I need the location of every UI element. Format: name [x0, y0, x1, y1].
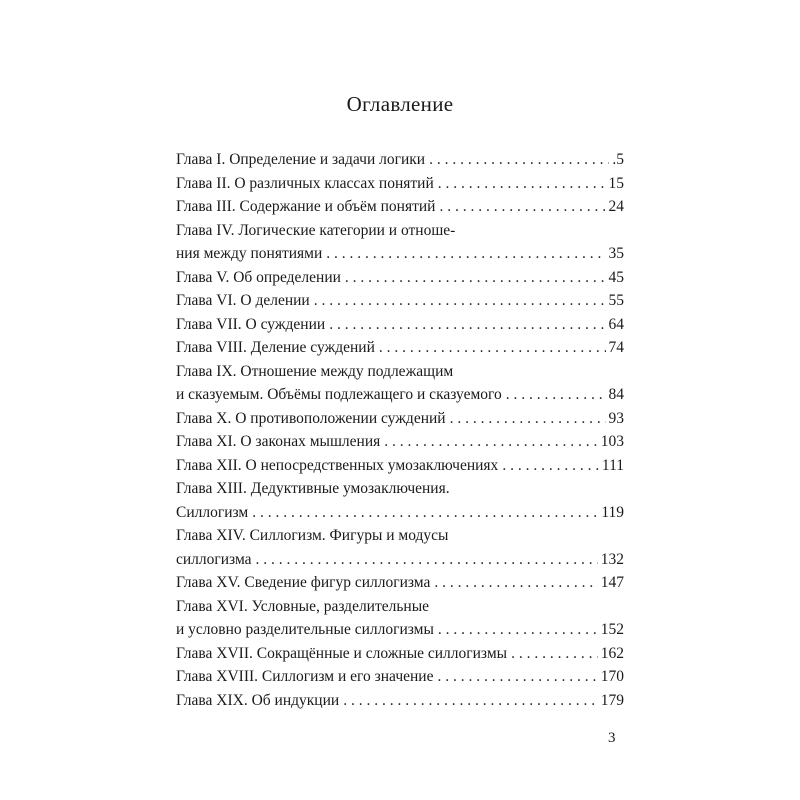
toc-line [176, 383, 624, 407]
toc-entry [176, 595, 624, 642]
toc-entry-title: Глава VII. О суждении [176, 315, 326, 333]
dot-leader [339, 689, 598, 713]
toc-entry-title: Глава X. О противоположении суждений [176, 409, 446, 427]
toc-page-number: 179 [600, 691, 624, 709]
toc-entry-title: и сказуемым. Объёмы подлежащего и сказуемого [176, 386, 502, 403]
toc-line [176, 407, 624, 431]
toc-entry-title: Глава XII. О непосредственных умозаключениях [176, 456, 499, 474]
toc-entry-title: Глава XIX. Об индукции [176, 691, 340, 709]
toc-line [176, 360, 624, 384]
toc-entry [176, 407, 624, 431]
toc-entry [176, 219, 624, 266]
toc-line [176, 689, 624, 713]
dot-leader [310, 289, 606, 313]
dot-leader [446, 407, 606, 431]
toc-entry-title: Глава XV. Сведение фигур силлогизма [176, 574, 431, 591]
toc-entry [176, 665, 624, 689]
toc-page-number: 132 [600, 550, 624, 568]
toc-entry [176, 289, 624, 313]
toc-line [176, 501, 624, 525]
toc-line [176, 172, 624, 196]
toc-page-number: 45 [608, 268, 624, 286]
toc-entry-title: силлогизма [176, 550, 252, 568]
toc-line [176, 571, 624, 595]
toc-page-number: 170 [600, 668, 624, 685]
toc-entry-title: Глава VIII. Деление суждений [176, 339, 375, 356]
toc-page-number: 74 [608, 339, 624, 356]
toc-page-number: .5 [612, 151, 624, 168]
dot-leader [435, 195, 605, 219]
toc-line [176, 524, 624, 548]
toc-page-number: 147 [600, 574, 624, 591]
toc-entry-title: Глава IV. Логические категории и отноше- [176, 221, 456, 239]
toc-entry [176, 266, 624, 290]
toc-page-number: 35 [608, 245, 624, 262]
toc-entry-title: Силлогизм [176, 503, 249, 521]
toc-entry [176, 454, 624, 478]
toc-entry [176, 313, 624, 337]
toc-page-number: 24 [608, 198, 624, 215]
toc-line [176, 642, 624, 666]
toc-entry-title: Глава XVI. Условные, разделительные [176, 597, 430, 615]
toc-entry-title: и условно разделительные силлогизмы [176, 621, 434, 638]
toc-page-number: 15 [608, 174, 624, 192]
table-of-contents [176, 148, 624, 712]
dot-leader [252, 548, 598, 572]
toc-entry-title: Глава XI. О законах мышления [176, 433, 381, 450]
toc-entry [176, 524, 624, 571]
toc-line [176, 336, 624, 360]
toc-entry [176, 430, 624, 454]
toc-entry-title: Глава VI. О делении [176, 292, 310, 309]
toc-entry-title: ния между понятиями [176, 245, 323, 262]
dot-leader [248, 501, 598, 525]
toc-entry-title: Глава V. Об определении [176, 268, 341, 286]
page-title: Оглавление [346, 92, 454, 116]
dot-leader [341, 266, 606, 290]
toc-entry [176, 195, 624, 219]
dot-leader [434, 618, 598, 642]
dot-leader [380, 430, 598, 454]
dot-leader [430, 571, 597, 595]
toc-line [176, 242, 624, 266]
toc-page-number: 152 [600, 621, 624, 638]
toc-page-number: 55 [608, 292, 624, 309]
toc-line [176, 313, 624, 337]
dot-leader [433, 665, 597, 689]
dot-leader [434, 172, 606, 196]
toc-entry-title: Глава II. О различных классах понятий [176, 174, 434, 192]
toc-line [176, 665, 624, 689]
toc-line [176, 266, 624, 290]
toc-page-number: 93 [608, 409, 624, 427]
toc-line [176, 430, 624, 454]
toc-line [176, 454, 624, 478]
toc-line [176, 618, 624, 642]
dot-leader [322, 242, 605, 266]
page-number: 3 [608, 730, 616, 746]
dot-leader [498, 454, 599, 478]
toc-entry [176, 689, 624, 713]
toc-entry [176, 360, 624, 407]
toc-entry [176, 172, 624, 196]
toc-entry-title: Глава XIII. Дедуктивные умозаключения. [176, 480, 450, 497]
toc-entry-title: Глава I. Определение и задачи логики [176, 151, 426, 168]
toc-entry [176, 148, 624, 172]
dot-leader [507, 642, 598, 666]
toc-entry-title: Глава XIV. Силлогизм. Фигуры и модусы [176, 527, 449, 544]
toc-page-number: 162 [600, 644, 624, 662]
toc-line [176, 148, 624, 172]
toc-entry-title: Глава XVIII. Силлогизм и его значение [176, 668, 434, 685]
toc-entry [176, 642, 624, 666]
toc-line [176, 195, 624, 219]
toc-entry [176, 477, 624, 524]
toc-page-number: 111 [601, 456, 624, 474]
toc-entry-title: Глава XVII. Сокращённые и сложные силлогизмы [176, 644, 508, 662]
dot-leader [502, 383, 606, 407]
toc-line [176, 289, 624, 313]
toc-page-number: 84 [608, 386, 624, 403]
toc-page-number: 103 [600, 433, 624, 450]
toc-page-number: 119 [601, 503, 624, 521]
toc-entry-title: Глава IX. Отношение между подлежащим [176, 362, 454, 380]
toc-line [176, 477, 624, 501]
dot-leader [325, 313, 605, 337]
toc-page-number: 64 [608, 315, 624, 333]
toc-entry [176, 571, 624, 595]
toc-entry [176, 336, 624, 360]
toc-line [176, 548, 624, 572]
dot-leader [425, 148, 609, 172]
toc-line [176, 219, 624, 243]
toc-line [176, 595, 624, 619]
toc-entry-title: Глава III. Содержание и объём понятий [176, 198, 436, 215]
dot-leader [375, 336, 606, 360]
